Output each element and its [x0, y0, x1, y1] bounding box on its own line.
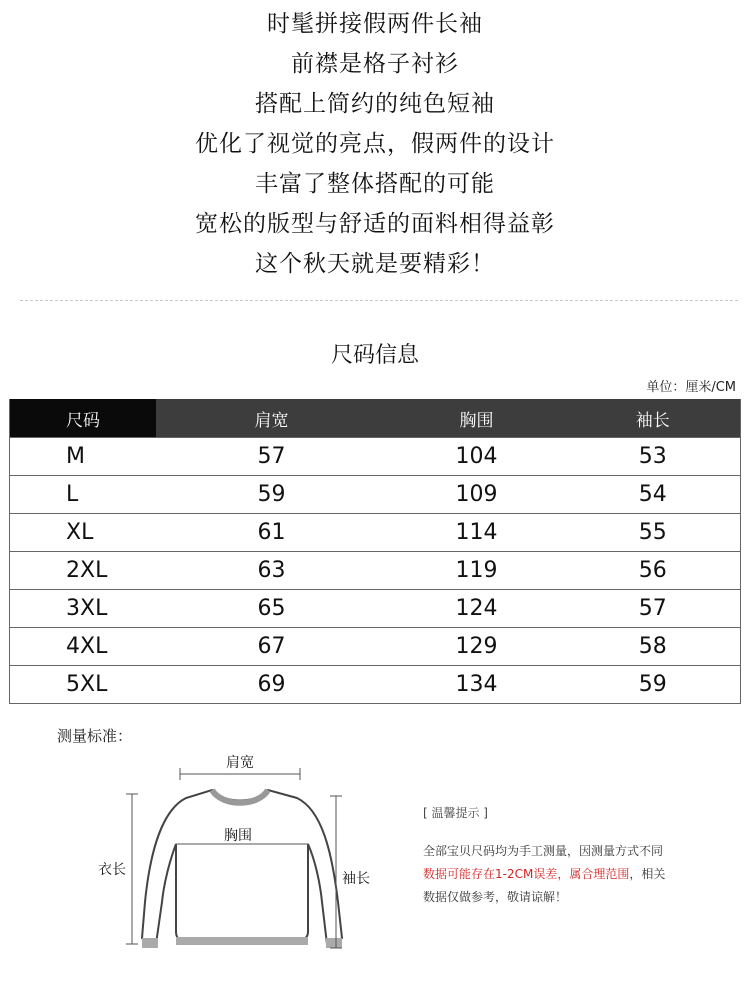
cell-shoulder: 69: [156, 666, 388, 704]
cell-sleeve: 56: [566, 552, 741, 590]
cell-sleeve: 57: [566, 590, 741, 628]
cell-shoulder: 67: [156, 628, 388, 666]
sleeve-label: 袖长: [342, 871, 370, 887]
tips-line: 数据仅做参考，敬请谅解！: [423, 890, 568, 904]
table-row: [10, 590, 741, 628]
table-row: [10, 476, 741, 514]
tips-line: [423, 863, 733, 886]
sweater-measurement-diagram: [90, 752, 400, 977]
tips-title: [ 温馨提示 ]: [423, 806, 488, 820]
cell-sleeve: 59: [566, 666, 741, 704]
cell-chest: 134: [388, 666, 566, 704]
measurement-standard-label: 测量标准：: [57, 727, 133, 745]
cell-size: 4XL: [10, 628, 156, 666]
size-table-header: [10, 399, 741, 438]
cell-shoulder: 63: [156, 552, 388, 590]
chest-label: 胸围: [224, 828, 252, 844]
length-label: 衣长: [98, 862, 126, 878]
shoulder-label: 肩宽: [226, 755, 254, 771]
intro-line: 宽松的版型与舒适的面料相得益彰: [195, 211, 555, 237]
cell-chest: 129: [388, 628, 566, 666]
sweater-outline: [142, 790, 342, 946]
tips-text: ，相关: [629, 867, 666, 881]
cell-size: L: [10, 476, 156, 514]
cell-chest: 124: [388, 590, 566, 628]
cell-shoulder: 57: [156, 438, 388, 476]
cell-chest: 119: [388, 552, 566, 590]
cell-shoulder: 59: [156, 476, 388, 514]
cell-sleeve: 53: [566, 438, 741, 476]
intro-line: 搭配上简约的纯色短袖: [255, 91, 495, 117]
table-row: [10, 514, 741, 552]
table-row: [10, 438, 741, 476]
table-row: [10, 628, 741, 666]
intro-line: 这个秋天就是要精彩！: [255, 251, 495, 277]
sweater-collar: [212, 790, 268, 803]
cell-sleeve: 54: [566, 476, 741, 514]
cell-sleeve: 58: [566, 628, 741, 666]
cell-size: M: [10, 438, 156, 476]
intro-line: 前襟是格子衬衫: [291, 51, 459, 77]
tips-line: 全部宝贝尺码均为手工测量，因测量方式不同: [423, 844, 664, 858]
header-size: 尺码: [10, 399, 156, 438]
cell-chest: 109: [388, 476, 566, 514]
intro-line: 时髦拼接假两件长袖: [267, 11, 483, 37]
sweater-hem: [176, 937, 308, 945]
cell-size: 3XL: [10, 590, 156, 628]
unit-label: 单位：厘米/CM: [646, 380, 736, 395]
intro-line: 丰富了整体搭配的可能: [255, 171, 495, 197]
cell-size: XL: [10, 514, 156, 552]
cell-shoulder: 65: [156, 590, 388, 628]
warm-tips: [423, 802, 733, 909]
sweater-cuff-left: [142, 938, 158, 948]
cell-chest: 104: [388, 438, 566, 476]
cell-chest: 114: [388, 514, 566, 552]
intro-line: 优化了视觉的亮点，假两件的设计: [195, 131, 555, 157]
header-sleeve: 袖长: [566, 399, 741, 438]
header-shoulder: 肩宽: [156, 399, 388, 438]
cell-shoulder: 61: [156, 514, 388, 552]
cell-sleeve: 55: [566, 514, 741, 552]
header-chest: 胸围: [388, 399, 566, 438]
intro-copy: [0, 4, 750, 284]
size-info-title: 尺码信息: [330, 343, 419, 368]
cell-size: 2XL: [10, 552, 156, 590]
sweater-cuff-right: [326, 938, 342, 948]
table-row: [10, 552, 741, 590]
table-row: [10, 666, 741, 704]
dashed-divider: [20, 300, 738, 301]
size-table: [9, 399, 741, 704]
cell-size: 5XL: [10, 666, 156, 704]
tips-highlight: 数据可能存在1-2CM误差，属合理范围: [423, 867, 630, 881]
